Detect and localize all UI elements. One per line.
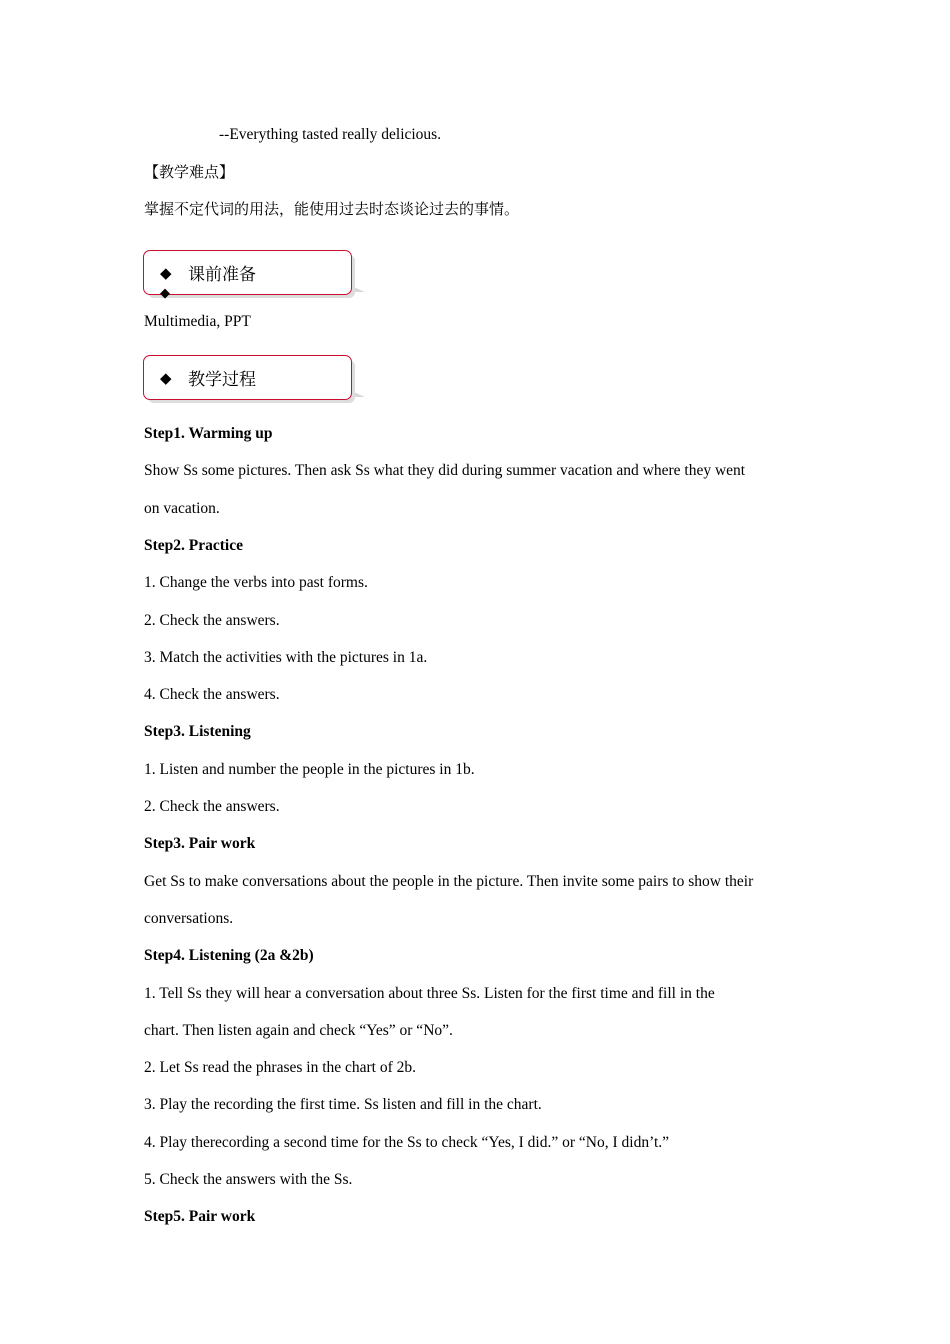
step-text: conversations.	[144, 910, 234, 927]
difficulty-heading: 【教学难点】	[144, 163, 235, 181]
step-text: 5. Check the answers with the Ss.	[144, 1171, 353, 1188]
step-text: 2. Let Ss read the phrases in the chart of 2b.	[144, 1059, 417, 1076]
step-text: 3. Match the activities with the pictures in 1a.	[144, 649, 428, 666]
section-box-preparation	[143, 250, 352, 301]
step-heading: Step4. Listening (2a &2b)	[144, 947, 314, 964]
section-title: 课前准备	[188, 265, 256, 285]
step-text: 1. Listen and number the people in the pictures in 1b.	[144, 761, 475, 778]
section-box-process	[143, 355, 352, 400]
step-text: 2. Check the answers.	[144, 798, 280, 815]
step-text: 4. Play therecording a second time for the Ss to check “Yes, I did.” or “No, I didn’t.”	[144, 1134, 670, 1151]
step-text: 4. Check the answers.	[144, 686, 280, 703]
materials-text: Multimedia, PPT	[144, 313, 251, 330]
step-text: 3. Play the recording the first time. Ss listen and fill in the chart.	[144, 1096, 542, 1113]
step-text: Show Ss some pictures. Then ask Ss what they did during summer vacation and where they went	[144, 462, 746, 479]
difficulty-text: 掌握不定代词的用法，能使用过去时态谈论过去的事情。	[144, 200, 520, 218]
diamond-bullet-icon: ◆	[160, 369, 172, 387]
step-heading: Step2. Practice	[144, 537, 243, 554]
step-heading: Step5. Pair work	[144, 1208, 256, 1225]
diamond-bullet-icon: ◆	[160, 286, 170, 301]
step-heading: Step1. Warming up	[144, 425, 273, 442]
step-text: Get Ss to make conversations about the people in the picture. Then invite some pairs to show their	[144, 873, 754, 890]
step-text: 1. Change the verbs into past forms.	[144, 574, 368, 591]
step-heading: Step3. Listening	[144, 723, 251, 740]
step-text: 2. Check the answers.	[144, 612, 280, 629]
step-heading: Step3. Pair work	[144, 835, 256, 852]
step-text: chart. Then listen again and check “Yes” or “No”.	[144, 1022, 453, 1039]
diamond-bullet-icon: ◆	[160, 264, 172, 282]
step-text: 1. Tell Ss they will hear a conversation about three Ss. Listen for the first time and fill in the	[144, 985, 715, 1002]
section-title: 教学过程	[188, 370, 256, 390]
quote-line: --Everything tasted really delicious.	[219, 126, 442, 143]
step-text: on vacation.	[144, 500, 220, 517]
